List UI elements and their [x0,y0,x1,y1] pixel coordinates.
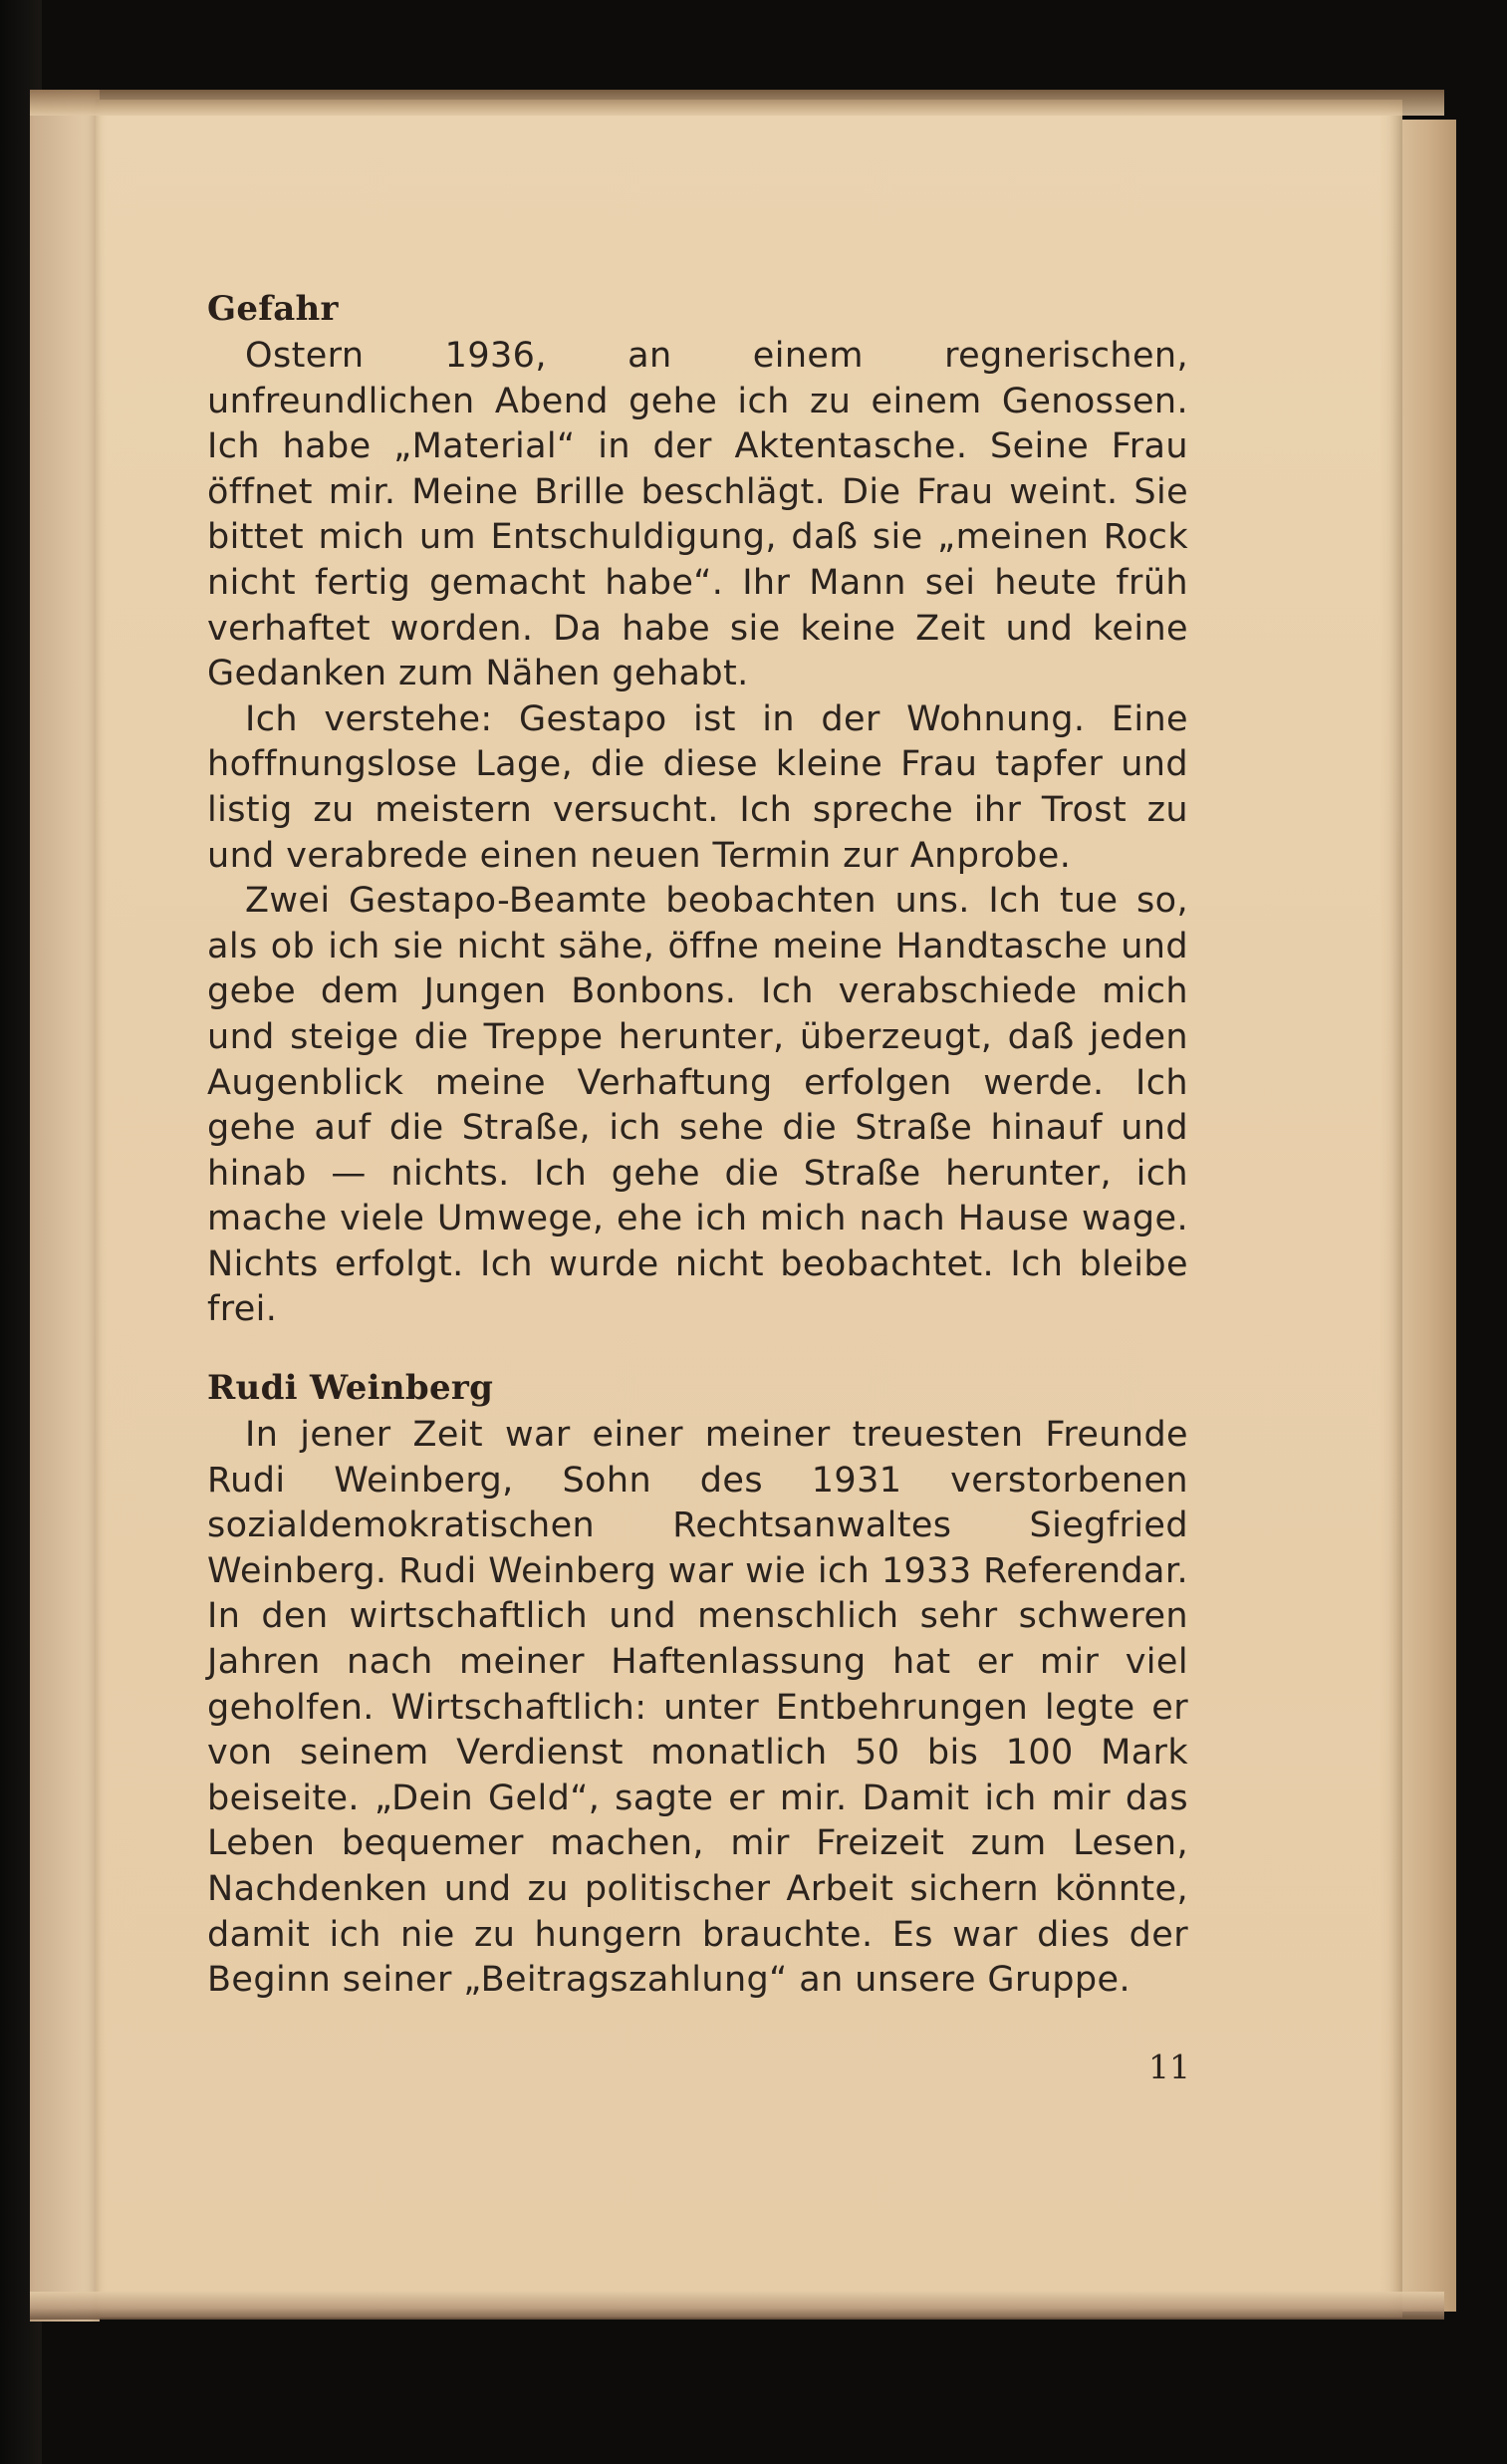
paragraph: Ostern 1936, an einem regnerischen, unfreundlichen Abend gehe ich zu einem Genossen. Ich habe „Material“ in der Aktentasche. Seine Frau öffnet mir. Meine Brille beschlägt. Die Frau weint. Sie bittet mich um Entschuldigung, daß sie „meinen Rock nicht fertig gemacht habe“. Ihr Mann sei heute früh verhaftet worden. Da habe sie keine Zeit und keine Gedanken zum Nähen gehabt. [207,336,1188,694]
page-top-edge [30,90,1444,116]
page-bottom-edge [30,2292,1444,2320]
paragraph: Zwei Gestapo-Beamte beobachten uns. Ich tue so, als ob ich sie nicht sähe, öffne meine Handtasche und gebe dem Jungen Bonbons. Ich verabschiede mich und steige die Treppe herunter, überzeugt, daß jeden Augenblick meine Verhaftung erfolgen werde. Ich gehe auf die Straße, ich sehe die Straße hinauf und hinab — nichts. Ich gehe die Straße herunter, ich mache viele Umwege, ehe ich mich nach Hause wage. Nichts erfolgt. Ich wurde nicht beobachtet. Ich bleibe frei. [207,881,1188,1330]
page-number: 11 [1148,2048,1190,2086]
facing-page-edge [30,90,100,2322]
section-rudi-weinberg [207,1363,1188,2004]
section-gefahr [207,284,1188,1333]
section-heading: Rudi Weinberg [207,1368,494,1409]
paragraph: In jener Zeit war einer meiner treuesten Freunde Rudi Weinberg, Sohn des 1931 verstorbenen sozialdemokratischen Rechtsanwaltes Siegfried Weinberg. Rudi Weinberg war wie ich 1933 Referendar. In den wirtschaftlich und menschlich sehr schweren Jahren nach meiner Haftenlassung hat er mir viel geholfen. Wirtschaftlich: unter Entbehrungen legte er von seinem Verdienst monatlich 50 bis 100 Mark beiseite. „Dein Geld“, sagte er mir. Damit ich mir das Leben bequemer machen, mir Freizeit zum Lesen, Nachdenken und zu politischer Arbeit sichern könnte, damit ich nie zu hungern brauchte. Es war dies der Beginn seiner „Beitragszahlung“ an unsere Gruppe. [207,1415,1188,2001]
page-text [207,284,1188,2004]
page-stack-edge [1396,120,1456,2312]
section-heading: Gefahr [207,289,339,329]
paragraph: Ich verstehe: Gestapo ist in der Wohnung. Eine hoffnungslose Lage, die diese kleine Frau tapfer und listig zu meistern versucht. Ich spreche ihr Trost zu und verabrede einen neuen Termin zur Anprobe. [207,698,1188,876]
